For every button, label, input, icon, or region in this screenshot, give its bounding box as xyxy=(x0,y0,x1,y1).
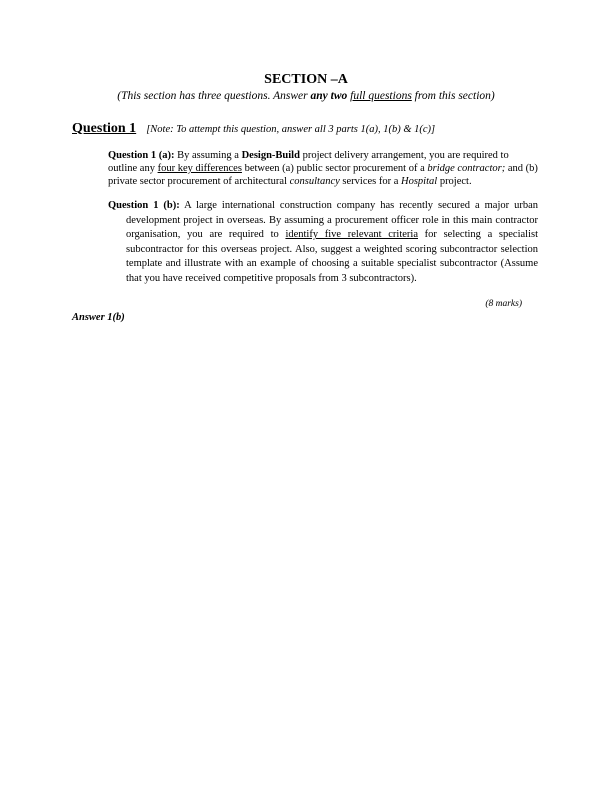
question-label: Question 1 xyxy=(72,121,137,136)
question-part-a xyxy=(108,149,540,189)
part-b-text: for selecting a specialist subcontractor for this overseas project. Also, suggest a weighted scoring subcontractor selection template and illustrate with an example of choosing a suitable specialist subcontractor (Assume that you have received competitive proposals from 3 subcontractors). xyxy=(126,229,538,284)
part-a-italic: consultancy xyxy=(289,176,340,188)
section-instructions xyxy=(0,89,612,104)
section-instructions-bold: any two xyxy=(310,90,348,102)
question-heading xyxy=(72,119,435,137)
part-a-text: project delivery arrangement, you are required to outline any xyxy=(108,150,509,175)
part-a-text: services for a xyxy=(339,176,402,188)
part-a-italic: Hospital xyxy=(401,176,438,188)
section-instructions-end: from this section) xyxy=(411,90,495,102)
section-instructions-underline: full questions xyxy=(350,90,412,102)
part-a-bold: Design-Build xyxy=(241,150,300,161)
part-a-italic: bridge contractor; xyxy=(427,163,506,175)
part-a-underline: four key differences xyxy=(157,163,242,175)
answer-heading: Answer 1(b) xyxy=(72,312,125,323)
question-part-b xyxy=(108,199,538,287)
question-note: [Note: To attempt this question, answer all 3 parts 1(a), 1(b) & 1(c)] xyxy=(146,124,436,135)
part-b-marks: (8 marks) xyxy=(485,299,522,309)
section-instructions-text: (This section has three questions. Answer xyxy=(117,90,311,102)
part-b-text: A large international construction company has recently secured a major urban development project in overseas. By assuming a procurement officer role in this main contractor organisation, you are required to xyxy=(126,200,539,241)
part-a-text: and (b) private sector procurement of architectural xyxy=(108,163,538,188)
section-title: SECTION –A xyxy=(264,72,348,87)
part-b-label: Question 1 (b): xyxy=(108,200,180,211)
part-a-text: between (a) public sector procurement of a xyxy=(241,163,428,175)
part-b-underline: identify five relevant criteria xyxy=(285,229,418,241)
part-a-text: project. xyxy=(437,176,472,188)
part-a-text: By assuming a xyxy=(174,150,242,161)
part-a-label: Question 1 (a): xyxy=(108,150,175,161)
